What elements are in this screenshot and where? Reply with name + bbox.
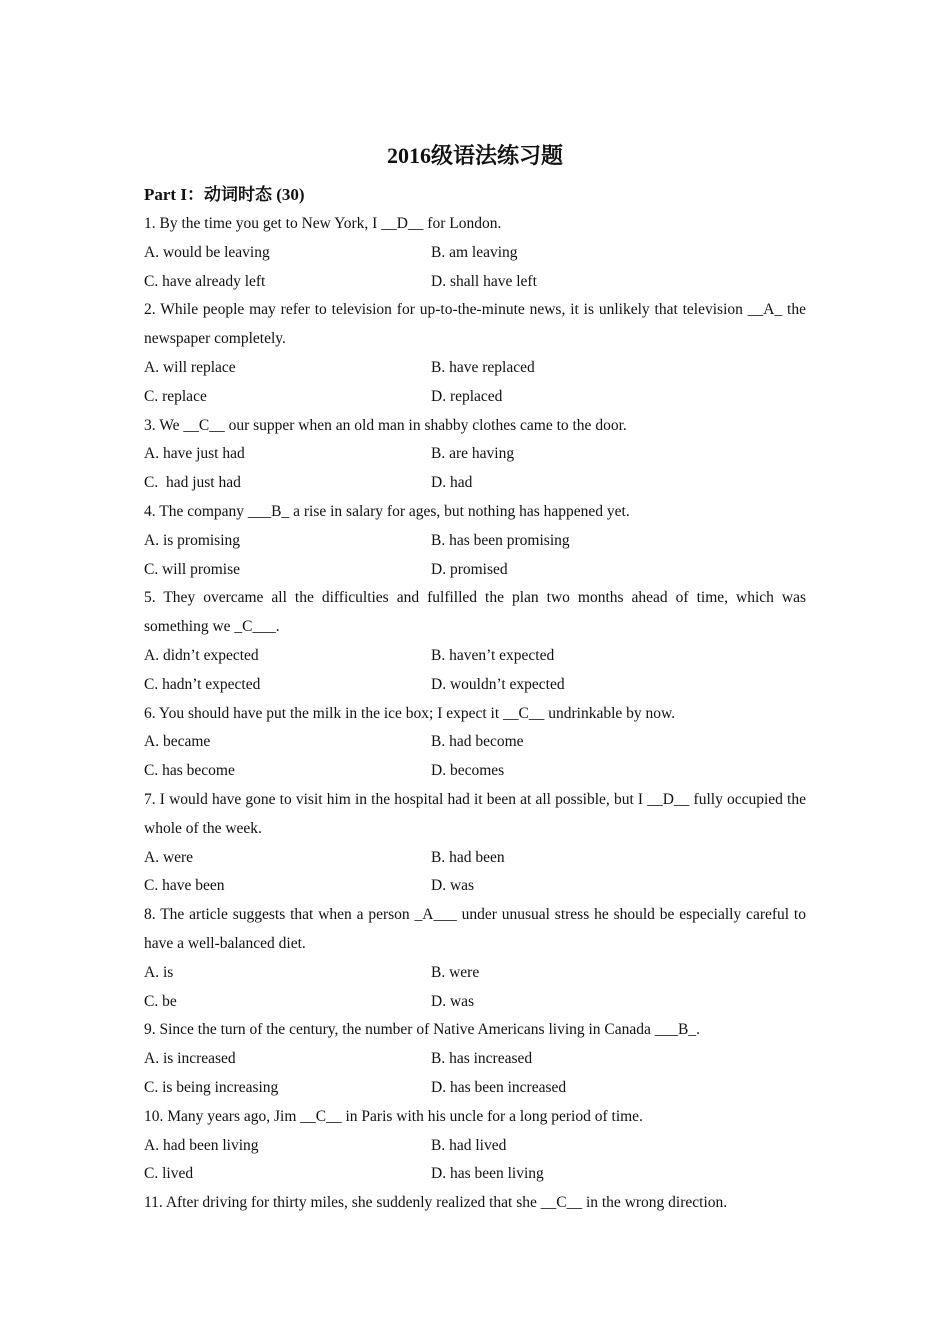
answer-option: B. have replaced — [431, 358, 535, 376]
question-block — [144, 498, 806, 584]
answer-options — [144, 440, 806, 498]
answer-option: D. replaced — [431, 387, 503, 405]
answer-option: D. wouldn’t expected — [431, 675, 565, 693]
question-block — [144, 1016, 806, 1102]
answer-option: C. be — [144, 992, 177, 1010]
answer-option: B. has been promising — [431, 531, 570, 549]
answer-options — [144, 1132, 806, 1190]
question-block — [144, 1189, 806, 1218]
answer-option: C. has become — [144, 762, 235, 780]
question-block — [144, 296, 806, 411]
answer-option: A. is increased — [144, 1050, 236, 1068]
question-block — [144, 412, 806, 498]
question-text: 11. After driving for thirty miles, she suddenly realized that she __C__ in the wrong direction. — [144, 1194, 728, 1212]
question-block — [144, 584, 806, 699]
answer-option: A. is — [144, 963, 174, 981]
question-text: 10. Many years ago, Jim __C__ in Paris with his uncle for a long period of time. — [144, 1107, 643, 1125]
answer-option: C. is being increasing — [144, 1078, 279, 1096]
answer-options — [144, 642, 806, 700]
answer-options — [144, 728, 806, 786]
answer-option: A. became — [144, 733, 211, 751]
answer-option: A. is promising — [144, 531, 241, 549]
answer-option: A. would be leaving — [144, 243, 270, 261]
answer-option: C. hadn’t expected — [144, 675, 261, 693]
answer-option: B. has increased — [431, 1050, 533, 1068]
answer-option: B. are having — [431, 445, 515, 463]
question-block — [144, 210, 806, 296]
answer-option: A. will replace — [144, 358, 236, 376]
question-text: 3. We __C__ our supper when an old man in shabby clothes came to the door. — [144, 416, 627, 434]
question-text: 2. While people may refer to television for up-to-the-minute news, it is unlikely that television __A_ the newspaper completely. — [144, 301, 806, 348]
document-title: 2016级语法练习题 — [386, 143, 563, 168]
question-text: 9. Since the turn of the century, the number of Native Americans living in Canada ___B_. — [144, 1021, 700, 1039]
answer-options — [144, 354, 806, 412]
answer-option: B. haven’t expected — [431, 646, 555, 664]
answer-option: B. had become — [431, 733, 524, 751]
answer-option: C. lived — [144, 1165, 194, 1183]
question-block — [144, 700, 806, 786]
answer-option: C. replace — [144, 387, 207, 405]
answer-option: C. have been — [144, 877, 225, 895]
answer-option: D. shall have left — [431, 272, 537, 290]
answer-options — [144, 239, 806, 297]
answer-option: D. has been living — [431, 1165, 544, 1183]
answer-option: A. have just had — [144, 445, 245, 463]
question-block — [144, 786, 806, 901]
section-heading: Part I：动词时态 (30) — [144, 185, 305, 204]
answer-option: B. am leaving — [431, 243, 518, 261]
document-page — [144, 140, 806, 1218]
answer-option: C. will promise — [144, 560, 241, 578]
answer-option: A. didn’t expected — [144, 646, 259, 664]
question-text: 8. The article suggests that when a person _A___ under unusual stress he should be especially careful to have a well-balanced diet. — [144, 906, 806, 952]
answer-option: C. had just had — [144, 474, 241, 492]
question-text: 4. The company ___B_ a rise in salary for ages, but nothing has happened yet. — [144, 502, 630, 520]
answer-option: A. were — [144, 848, 194, 866]
answer-options — [144, 1045, 806, 1103]
answer-option: D. promised — [431, 560, 508, 578]
answer-option: B. had lived — [431, 1136, 507, 1154]
answer-options — [144, 527, 806, 585]
question-block — [144, 901, 806, 1016]
answer-option: B. had been — [431, 848, 505, 866]
answer-option: D. was — [431, 877, 475, 895]
answer-options — [144, 844, 806, 902]
question-text: 7. I would have gone to visit him in the hospital had it been at all possible, but I __D__ fully occupied the whole of the week. — [144, 790, 806, 837]
question-list — [144, 210, 806, 1218]
answer-option: C. have already left — [144, 272, 266, 290]
answer-option: D. has been increased — [431, 1078, 567, 1096]
question-text: 5. They overcame all the difficulties and fulfilled the plan two months ahead of time, which was something we _C___. — [144, 589, 806, 636]
question-text: 6. You should have put the milk in the ice box; I expect it __C__ undrinkable by now. — [144, 704, 676, 722]
answer-option: A. had been living — [144, 1136, 259, 1154]
answer-options — [144, 959, 806, 1017]
answer-option: D. had — [431, 474, 473, 492]
question-text: 1. By the time you get to New York, I __D__ for London. — [144, 215, 502, 232]
answer-option: D. was — [431, 992, 475, 1010]
answer-option: D. becomes — [431, 762, 505, 780]
answer-option: B. were — [431, 963, 480, 981]
question-block — [144, 1103, 806, 1189]
